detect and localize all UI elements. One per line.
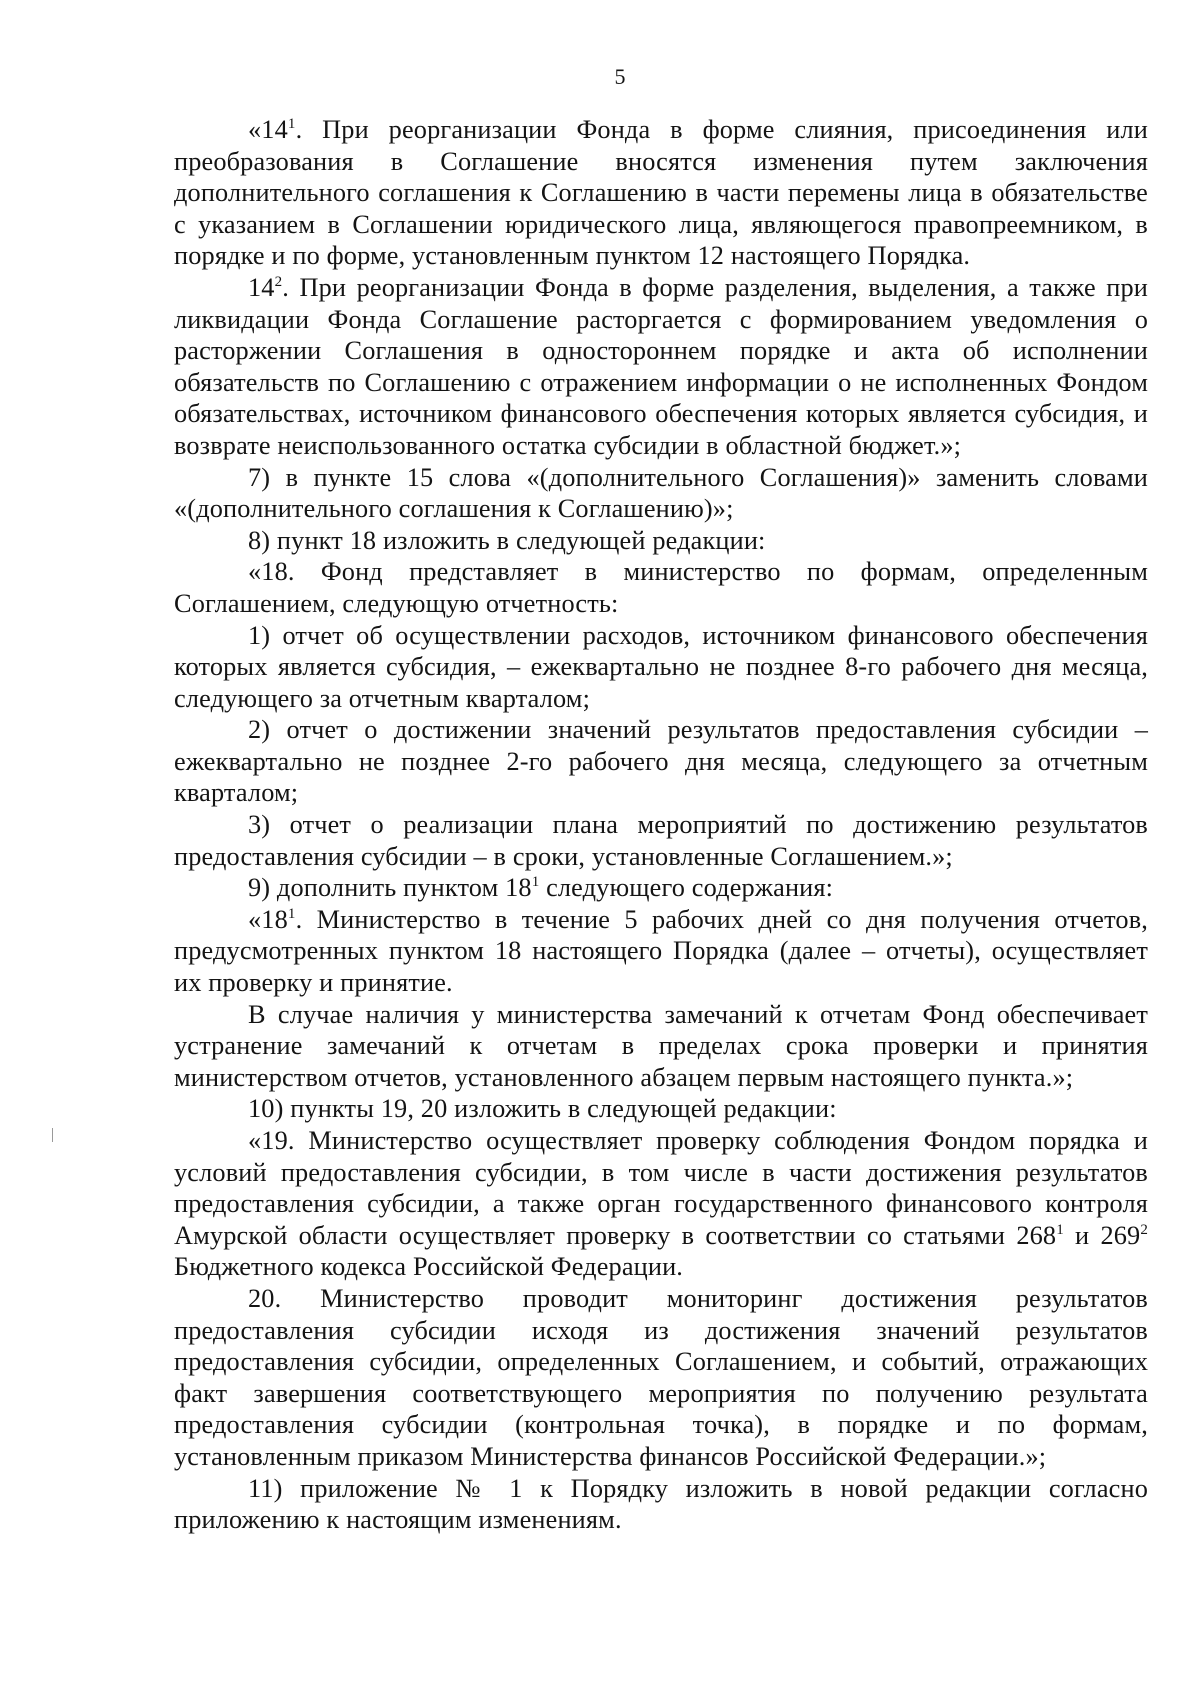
paragraph-text: 20. Министерство проводит мониторинг достижения результатов предоставления субсидии исходя из достижения значений результатов предоставления субсидии, определенных Соглашением, и событий, отражающих факт завершения соответствующего мероприятия по получению результата предоставления субсидии (контрольная точка), в порядке и по формам, установленным приказом Министерства финансов Российской Федерации.»;	[174, 1283, 1148, 1471]
superscript-index: 2	[1140, 1221, 1148, 1238]
superscript-index: 1	[287, 905, 296, 922]
paragraph	[174, 904, 1148, 999]
superscript-index: 2	[274, 273, 283, 290]
paragraph-text: 3) отчет о реализации плана мероприятий по достижению результатов предоставления субсидии – в сроки, установленные Соглашением.»;	[174, 810, 1148, 871]
superscript-index: 1	[531, 874, 540, 891]
paragraph-text: 8) пункт 18 изложить в следующей редакции:	[248, 525, 766, 555]
paragraph	[174, 999, 1148, 1094]
paragraph-text: . Министерство в течение 5 рабочих дней со дня получения отчетов, предусмотренных пунктом 18 настоящего Порядка (далее – отчеты), осуществляет их проверку и принятие.	[174, 904, 1148, 998]
superscript-index: 1	[1056, 1221, 1064, 1238]
paragraph	[174, 809, 1148, 872]
paragraph-text: «14	[248, 115, 288, 144]
paragraph-text: В случае наличия у министерства замечаний к отчетам Фонд обеспечивает устранение замечаний к отчетам в пределах срока проверки и принятия министерством отчетов, установленного абзацем первым настоящего пункта.»;	[174, 999, 1148, 1092]
page-number: 5	[614, 64, 626, 89]
paragraph-text: Бюджетного кодекса Российской Федерации.	[174, 1252, 684, 1282]
paragraph	[174, 872, 1148, 904]
paragraph	[174, 620, 1148, 715]
paragraph	[174, 462, 1148, 525]
scan-margin-mark	[52, 1128, 53, 1142]
paragraph-text: 9) дополнить пунктом 18	[248, 873, 532, 903]
paragraph	[174, 1283, 1148, 1473]
paragraph-text: «18. Фонд представляет в министерство по формам, определенным Соглашением, следующую отчетность:	[174, 557, 1148, 618]
paragraph	[174, 714, 1148, 809]
paragraph-text: 2) отчет о достижении значений результатов предоставления субсидии – ежеквартально не позднее 2-го рабочего дня месяца, следующего за отчетным кварталом;	[174, 715, 1148, 808]
paragraph	[174, 556, 1148, 619]
paragraph	[174, 525, 1148, 557]
paragraph	[174, 114, 1148, 272]
paragraph-text: 1) отчет об осуществлении расходов, источником финансового обеспечения которых является субсидия, – ежеквартально не позднее 8-го рабочего дня месяца, следующего за отчетным кварталом;	[174, 620, 1148, 713]
paragraph-text: «18	[248, 904, 288, 934]
paragraph-text: 7) в пункте 15 слова «(дополнительного Соглашения)» заменить словами «(дополнительного соглашения к Соглашению)»;	[174, 462, 1148, 524]
paragraph-text: 10) пункты 19, 20 изложить в следующей редакции:	[248, 1094, 837, 1124]
paragraph-text: и 269	[1063, 1220, 1141, 1250]
paragraph	[174, 1125, 1148, 1283]
paragraph-text: «19. Министерство осуществляет проверку соблюдения Фондом порядка и условий предоставления субсидии, в том числе в части достижения результатов предоставления субсидии, а также орган государственного финансового контроля Амурской области осуществляет проверку в соответствии со статьями 268	[174, 1126, 1148, 1250]
paragraph	[174, 1093, 1148, 1125]
document-body	[174, 114, 1148, 1536]
superscript-index: 1	[287, 116, 296, 132]
paragraph-text: 11) приложение № 1 к Порядку изложить в новой редакции согласно приложению к настоящим изменениям.	[174, 1473, 1148, 1535]
paragraph	[174, 272, 1148, 462]
paragraph-text: 14	[248, 272, 275, 302]
paragraph-text: . При реорганизации Фонда в форме разделения, выделения, а также при ликвидации Фонда Соглашение расторгается с формированием уведомления о расторжении Соглашения в одностороннем порядке и акта об исполнении обязательств по Соглашению с отражением информации о не исполненных Фондом обязательствах, источником финансового обеспечения которых является субсидия, и возврате неиспользованного остатка субсидии в областной бюджет.»;	[174, 272, 1148, 460]
paragraph	[174, 1473, 1148, 1536]
paragraph-text: . При реорганизации Фонда в форме слияния, присоединения или преобразования в Соглашение вносятся изменения путем заключения дополнительного соглашения к Соглашению в части перемены лица в обязательстве с указанием в Соглашении юридического лица, являющегося правопреемником, в порядке и по форме, установленным пунктом 12 настоящего Порядка.	[174, 115, 1148, 271]
paragraph-text: следующего содержания:	[539, 873, 834, 903]
